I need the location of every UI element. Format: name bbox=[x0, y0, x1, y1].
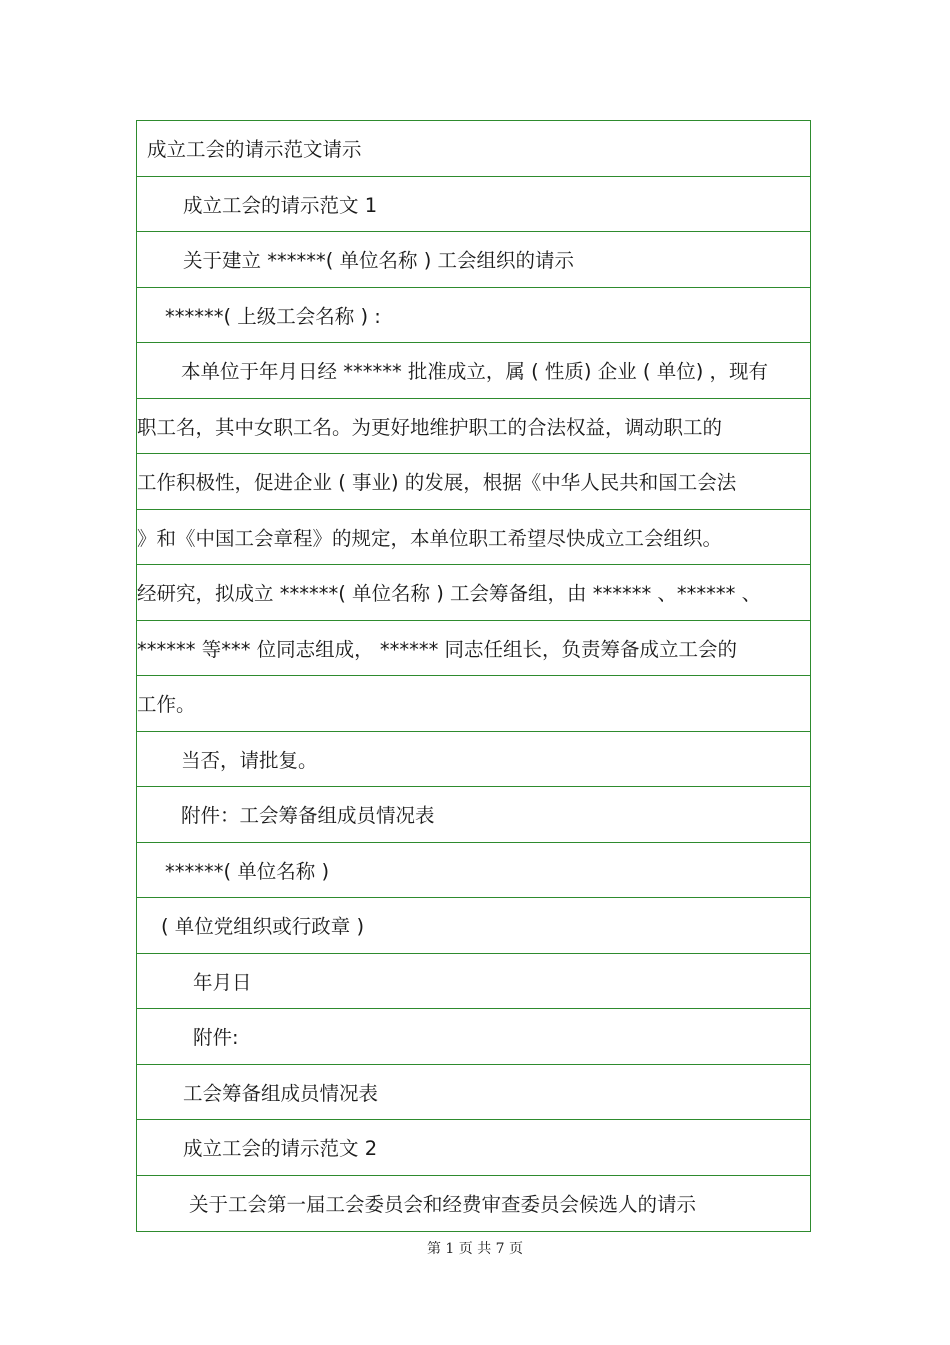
title-row bbox=[137, 121, 810, 177]
closing-line: 当否，请批复。 bbox=[181, 748, 318, 772]
body-line: 本单位于年月日经 ****** 批准成立，属 ( 性质) 企业 ( 单位) ，现有 bbox=[181, 360, 769, 384]
text-row bbox=[137, 1065, 810, 1121]
attachment-line: 附件：工会筹备组成员情况表 bbox=[181, 804, 435, 828]
page-footer: 第 1 页 共 7 页 bbox=[426, 1241, 524, 1257]
body-line: 工作积极性，促进企业 ( 事业) 的发展，根据《中华人民共和国工会法 bbox=[137, 471, 737, 495]
body-line: 经研究，拟成立 ******( 单位名称 ) 工会筹备组，由 ****** 、****** 、 bbox=[137, 582, 762, 606]
text-row bbox=[137, 510, 810, 566]
text-row bbox=[137, 621, 810, 677]
text-row bbox=[137, 288, 810, 344]
text-row bbox=[137, 898, 810, 954]
request-title: 关于建立 ******( 单位名称 ) 工会组织的请示 bbox=[183, 249, 575, 273]
text-row bbox=[137, 232, 810, 288]
section-heading: 成立工会的请示范文 2 bbox=[183, 1137, 378, 1161]
attachment-name: 工会筹备组成员情况表 bbox=[183, 1081, 379, 1105]
attachment-label: 附件: bbox=[193, 1026, 239, 1050]
body-line: 》和《中国工会章程》的规定，本单位职工希望尽快成立工会组织。 bbox=[137, 526, 723, 550]
text-row bbox=[137, 454, 810, 510]
text-row bbox=[137, 343, 810, 399]
signature-unit: ******( 单位名称 ) bbox=[165, 859, 330, 883]
text-row bbox=[137, 177, 810, 233]
text-row bbox=[137, 843, 810, 899]
document-title: 成立工会的请示范文请示 bbox=[147, 138, 362, 162]
text-row bbox=[137, 954, 810, 1010]
text-row bbox=[137, 399, 810, 455]
text-row bbox=[137, 1009, 810, 1065]
body-line: ****** 等*** 位同志组成， ****** 同志任组长，负责筹备成立工会的 bbox=[137, 637, 738, 661]
document-table bbox=[136, 120, 811, 1232]
text-row bbox=[137, 1176, 810, 1232]
text-row bbox=[137, 1120, 810, 1176]
section-heading: 成立工会的请示范文 1 bbox=[183, 193, 378, 217]
signature-date: 年月日 bbox=[193, 970, 252, 994]
signature-seal: ( 单位党组织或行政章 ) bbox=[161, 915, 365, 939]
text-row bbox=[137, 787, 810, 843]
body-line: 职工名，其中女职工名。为更好地维护职工的合法权益，调动职工的 bbox=[137, 415, 723, 439]
request-title: 关于工会第一届工会委员会和经费审查委员会候选人的请示 bbox=[189, 1193, 697, 1217]
text-row bbox=[137, 565, 810, 621]
text-row bbox=[137, 732, 810, 788]
addressee: ******( 上级工会名称 ) : bbox=[165, 304, 381, 328]
body-line: 工作。 bbox=[137, 693, 196, 717]
text-row bbox=[137, 676, 810, 732]
